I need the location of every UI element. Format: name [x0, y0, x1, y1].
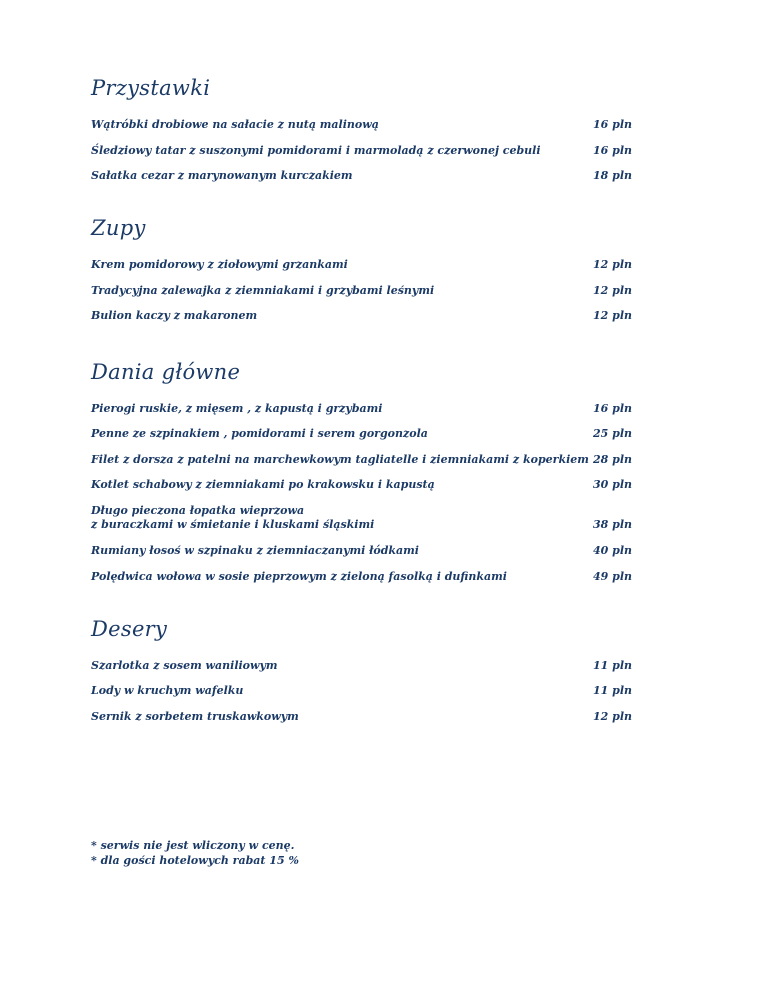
menu-item	[91, 570, 633, 584]
menu-item-name: Rumiany łosoś w szpinaku z ziemniaczanymi łódkami	[91, 544, 419, 557]
menu-item-name: Filet z dorsza z patelni na marchewkowym tagliatelle i ziemniakami z koperkiem	[91, 453, 589, 466]
menu-item-price: 28 pln	[593, 453, 633, 466]
menu-item	[91, 453, 633, 467]
menu-item-price: 12 pln	[593, 309, 633, 322]
menu-item-name: Sernik z sorbetem truskawkowym	[91, 710, 299, 723]
menu-item-price: 16 pln	[593, 144, 633, 157]
menu-item	[91, 169, 633, 183]
menu-item	[91, 144, 633, 158]
menu-item	[91, 504, 633, 532]
menu-item	[91, 544, 633, 558]
menu-item	[91, 478, 633, 492]
menu-item-price: 16 pln	[593, 118, 633, 131]
menu-item-name-line: z buraczkami w śmietanie i kluskami śląskimi	[91, 518, 375, 531]
menu-item-name: Lody w kruchym wafelku	[91, 684, 244, 697]
menu-item-price: 25 pln	[593, 427, 633, 440]
footnote-service: * serwis nie jest wliczony w cenę.	[91, 839, 295, 852]
menu-item	[91, 659, 633, 673]
menu-item	[91, 402, 633, 416]
menu-item-name: Tradycyjna zalewajka z ziemniakami i grzybami leśnymi	[91, 284, 435, 297]
menu-item-price: 11 pln	[593, 684, 633, 697]
menu-item-price: 12 pln	[593, 710, 633, 723]
menu-item-name-line: Długo pieczona łopatka wieprzowa	[91, 504, 305, 517]
menu-item-price: 18 pln	[593, 169, 633, 182]
menu-item-name: Szarlotka z sosem waniliowym	[91, 659, 278, 672]
menu-item-price: 40 pln	[593, 544, 633, 557]
section-title-przystawki: Przystawki	[91, 76, 211, 100]
menu-item-name: Polędwica wołowa w sosie pieprzowym z zieloną fasolką i dufinkami	[91, 570, 507, 583]
menu-item-name	[91, 504, 374, 532]
menu-item-name: Sałatka cezar z marynowanym kurczakiem	[91, 169, 353, 182]
menu-item-name: Pierogi ruskie, z mięsem , z kapustą i grzybami	[91, 402, 383, 415]
menu-item	[91, 710, 633, 724]
menu-item	[91, 427, 633, 441]
menu-item-price: 16 pln	[593, 402, 633, 415]
menu-item	[91, 309, 633, 323]
menu-item-name: Śledziowy tatar z suszonymi pomidorami i marmoladą z czerwonej cebuli	[91, 144, 541, 157]
menu-item-price: 12 pln	[593, 284, 633, 297]
menu-item-name: Penne ze szpinakiem , pomidorami i serem gorgonzola	[91, 427, 428, 440]
section-title-desery: Desery	[91, 617, 168, 641]
menu-item	[91, 684, 633, 698]
section-title-dania-glowne: Dania główne	[91, 360, 241, 384]
footnote-hotel-discount: * dla gości hotelowych rabat 15 %	[91, 854, 299, 867]
menu-item-price: 38 pln	[593, 518, 633, 531]
menu-item-price: 12 pln	[593, 258, 633, 271]
menu-item-name: Kotlet schabowy z ziemniakami po krakowsku i kapustą	[91, 478, 435, 491]
section-title-zupy: Zupy	[91, 216, 146, 240]
footnotes	[91, 838, 299, 868]
menu-item	[91, 258, 633, 272]
menu-item-name: Wątróbki drobiowe na sałacie z nutą malinową	[91, 118, 379, 131]
menu-item-name: Krem pomidorowy z ziołowymi grzankami	[91, 258, 348, 271]
menu-item	[91, 284, 633, 298]
menu-item-price: 30 pln	[593, 478, 633, 491]
menu-item-name: Bulion kaczy z makaronem	[91, 309, 258, 322]
menu-item-price: 11 pln	[593, 659, 633, 672]
menu-item	[91, 118, 633, 132]
menu-item-price: 49 pln	[593, 570, 633, 583]
